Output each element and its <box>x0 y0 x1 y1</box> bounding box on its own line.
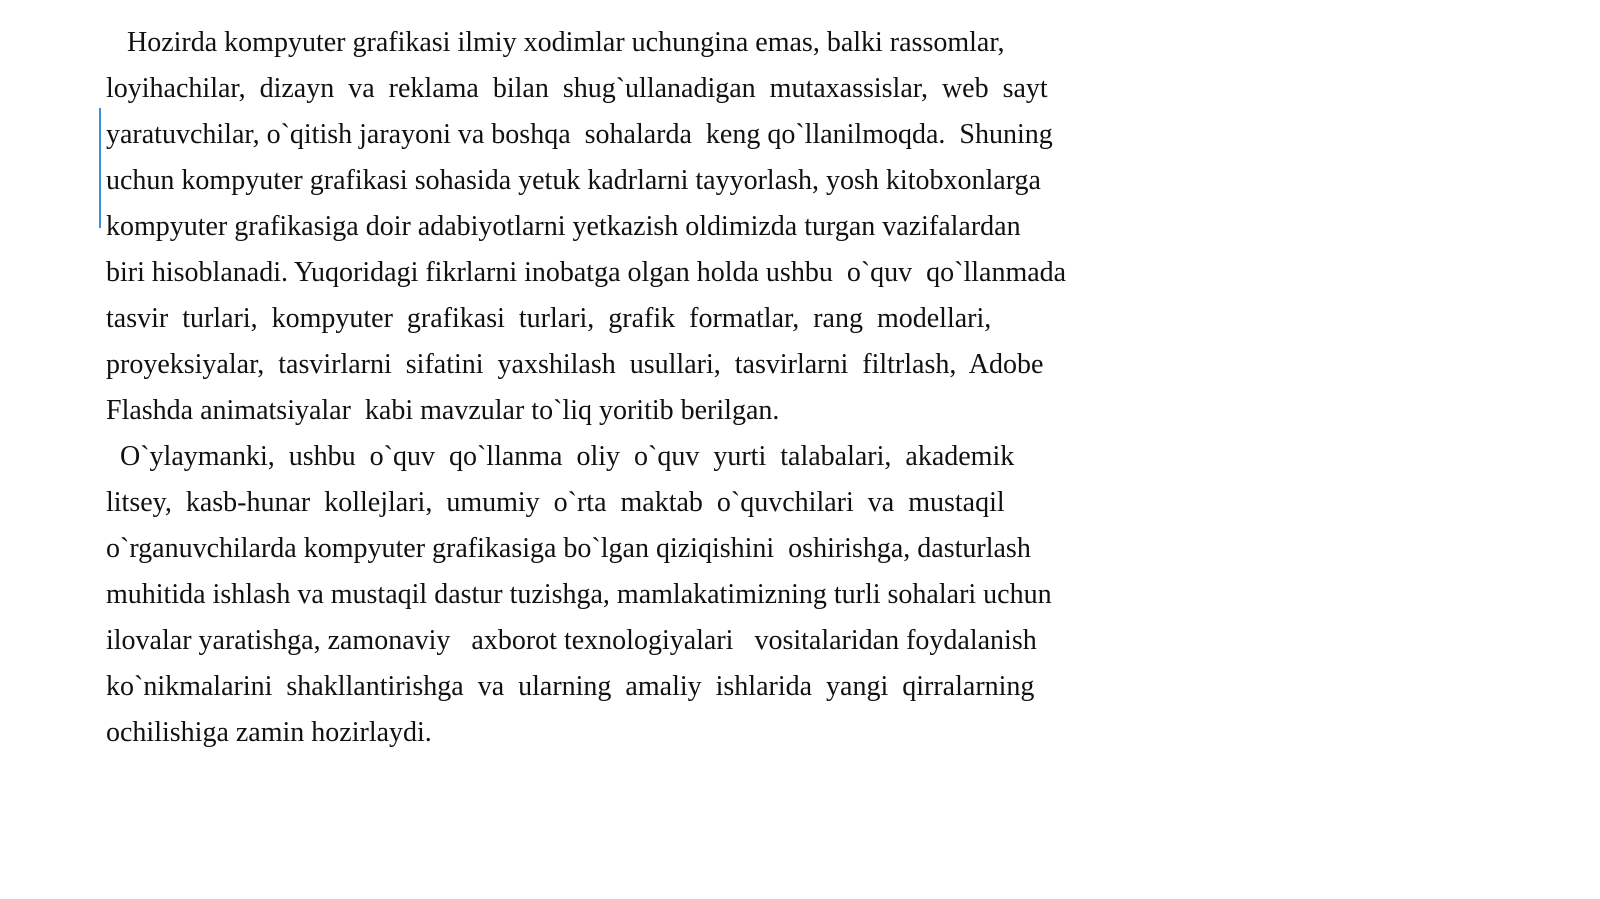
text-line: o`rganuvchilarda kompyuter grafikasiga bo`lgan qiziqishini oshirishga, dasturlash <box>106 533 1031 564</box>
text-line: litsey, kasb-hunar kollejlari, umumiy o`rta maktab o`quvchilari va mustaqil <box>106 487 1005 518</box>
text-line: kompyuter grafikasiga doir adabiyotlarni yetkazish oldimizda turgan vazifalardan <box>106 211 1021 242</box>
text-line: ko`nikmalarini shakllantirishga va ularning amaliy ishlarida yangi qirralarning <box>106 671 1035 702</box>
text-line: ochilishiga zamin hozirlaydi. <box>106 717 432 748</box>
text-line: yaratuvchilar, o`qitish jarayoni va boshqa sohalarda keng qo`llanilmoqda. Shuning <box>106 119 1053 150</box>
paragraph-2 <box>106 434 1206 756</box>
text-line: O`ylaymanki, ushbu o`quv qo`llanma oliy o`quv yurti talabalari, akademik <box>106 441 1015 472</box>
text-line: muhitida ishlash va mustaqil dastur tuzishga, mamlakatimizning turli sohalari uchun <box>106 579 1052 610</box>
text-line: loyihachilar, dizayn va reklama bilan shug`ullanadigan mutaxassislar, web sayt <box>106 73 1048 104</box>
text-line: proyeksiyalar, tasvirlarni sifatini yaxshilash usullari, tasvirlarni filtrlash, Adobe <box>106 349 1044 380</box>
text-line: biri hisoblanadi. Yuqoridagi fikrlarni inobatga olgan holda ushbu o`quv qo`llanmada <box>106 257 1067 288</box>
text-line: Hozirda kompyuter grafikasi ilmiy xodimlar uchungina emas, balki rassomlar, <box>106 27 1005 58</box>
change-bar-marker <box>99 108 101 228</box>
text-line: Flashda animatsiyalar kabi mavzular to`liq yoritib berilgan. <box>106 395 780 426</box>
text-line: uchun kompyuter grafikasi sohasida yetuk kadrlarni tayyorlash, yosh kitobxonlarga <box>106 165 1041 196</box>
paragraph-1 <box>106 20 1206 434</box>
text-line: ilovalar yaratishga, zamonaviy axborot texnologiyalari vositalaridan foydalanish <box>106 625 1037 656</box>
document-body <box>106 20 1206 756</box>
text-line: tasvir turlari, kompyuter grafikasi turlari, grafik formatlar, rang modellari, <box>106 303 992 334</box>
